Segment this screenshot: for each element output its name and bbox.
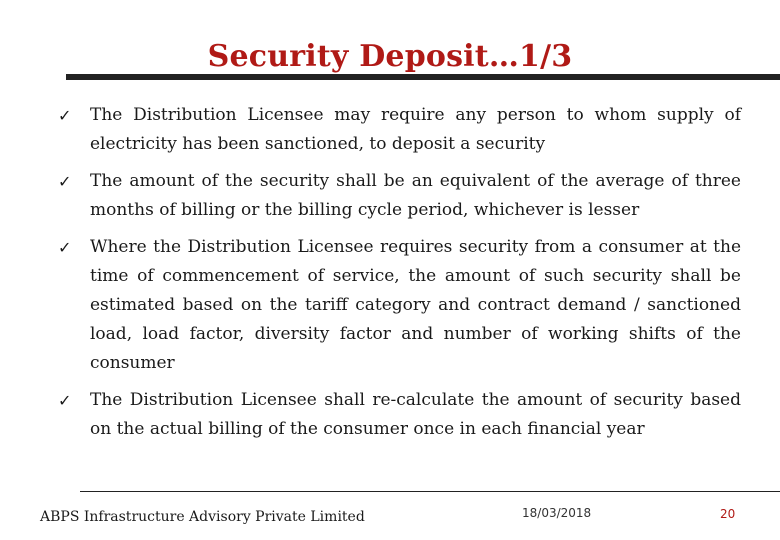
footer-divider: [80, 491, 780, 492]
bullet-text: The Distribution Licensee shall re-calculate the amount of security based on the actual billing of the consumer once in each financial year: [90, 390, 741, 439]
check-mark-icon: ✓: [58, 238, 72, 257]
footer-company-name: ABPS Infrastructure Advisory Private Limited: [40, 509, 365, 525]
footer-date: 18/03/2018: [522, 506, 592, 520]
page-number: 20: [720, 507, 736, 521]
bullet-text: The Distribution Licensee may require any person to whom supply of electricity has been sanctioned, to deposit a security: [90, 105, 741, 154]
bullet-item: [57, 233, 741, 378]
bullet-item: [57, 386, 741, 444]
bullet-text: Where the Distribution Licensee requires security from a consumer at the time of commencement of service, the amount of such security shall be estimated based on the tariff category and contract demand / sanctioned load, load factor, diversity factor and number of working shifts of the consumer: [90, 237, 741, 373]
check-mark-icon: ✓: [58, 106, 72, 125]
slide-title: Security Deposit…1/3: [207, 39, 573, 74]
check-mark-icon: ✓: [58, 391, 72, 410]
bullet-list: [57, 101, 741, 452]
bullet-text: The amount of the security shall be an equivalent of the average of three months of billing or the billing cycle period, whichever is lesser: [90, 171, 741, 220]
bullet-item: [57, 101, 741, 159]
check-mark-icon: ✓: [58, 172, 72, 191]
title-underline: [66, 74, 780, 80]
bullet-item: [57, 167, 741, 225]
